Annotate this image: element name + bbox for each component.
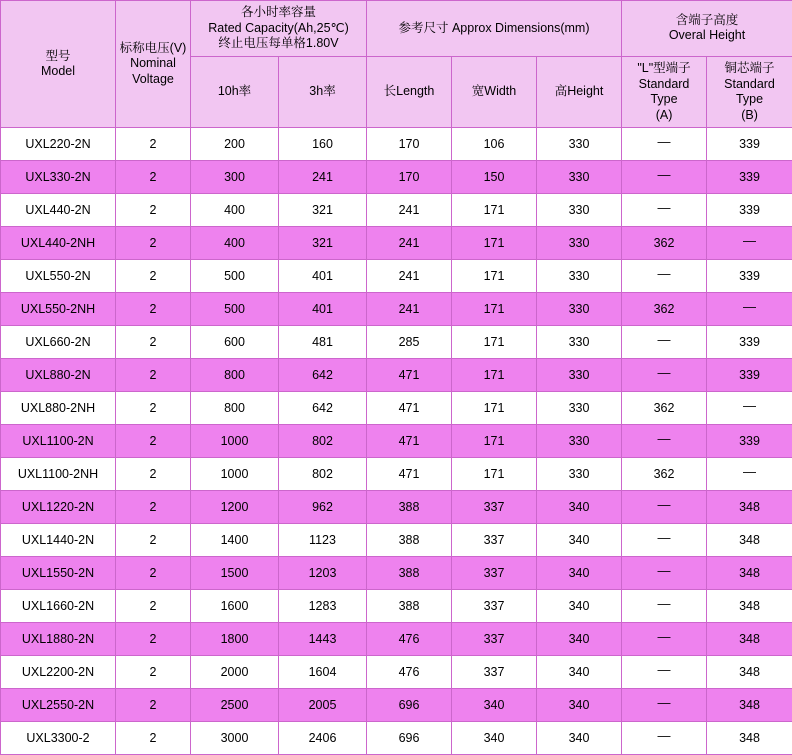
cell-height: 340 bbox=[537, 722, 622, 755]
cell-length: 471 bbox=[367, 392, 452, 425]
header-type-b-en1: Standard bbox=[709, 77, 790, 93]
cell-standard-type-b: 339 bbox=[707, 260, 792, 293]
cell-rate-3h: 160 bbox=[279, 128, 367, 161]
cell-rate-10h: 800 bbox=[191, 392, 279, 425]
cell-standard-type-b: 348 bbox=[707, 623, 792, 656]
cell-model: UXL550-2N bbox=[1, 260, 116, 293]
cell-height: 330 bbox=[537, 359, 622, 392]
cell-rate-10h: 1800 bbox=[191, 623, 279, 656]
header-model-en: Model bbox=[3, 64, 113, 80]
cell-model: UXL220-2N bbox=[1, 128, 116, 161]
cell-height: 340 bbox=[537, 524, 622, 557]
cell-rate-10h: 1600 bbox=[191, 590, 279, 623]
cell-rate-10h: 1400 bbox=[191, 524, 279, 557]
cell-rate-10h: 2500 bbox=[191, 689, 279, 722]
cell-voltage: 2 bbox=[116, 656, 191, 689]
cell-rate-3h: 241 bbox=[279, 161, 367, 194]
empty-dash: — bbox=[658, 695, 671, 711]
cell-rate-10h: 2000 bbox=[191, 656, 279, 689]
cell-width: 171 bbox=[452, 392, 537, 425]
cell-height: 330 bbox=[537, 293, 622, 326]
header-model-cn: 型号 bbox=[3, 49, 113, 65]
cell-standard-type-a bbox=[622, 524, 707, 557]
cell-voltage: 2 bbox=[116, 326, 191, 359]
cell-rate-10h: 400 bbox=[191, 194, 279, 227]
cell-rate-10h: 1500 bbox=[191, 557, 279, 590]
cell-length: 388 bbox=[367, 557, 452, 590]
table-row bbox=[1, 722, 792, 755]
cell-standard-type-a: 362 bbox=[622, 392, 707, 425]
table-body bbox=[1, 128, 792, 755]
cell-rate-10h: 500 bbox=[191, 260, 279, 293]
cell-height: 330 bbox=[537, 392, 622, 425]
cell-voltage: 2 bbox=[116, 491, 191, 524]
header-overall-cn: 含端子高度 bbox=[624, 13, 790, 29]
cell-rate-3h: 962 bbox=[279, 491, 367, 524]
empty-dash: — bbox=[658, 530, 671, 546]
empty-dash: — bbox=[658, 167, 671, 183]
cell-length: 241 bbox=[367, 227, 452, 260]
cell-standard-type-a bbox=[622, 260, 707, 293]
header-capacity-note: 终止电压每单格1.80V bbox=[193, 36, 364, 52]
cell-model: UXL1100-2NH bbox=[1, 458, 116, 491]
cell-width: 171 bbox=[452, 194, 537, 227]
cell-standard-type-a bbox=[622, 722, 707, 755]
cell-height: 340 bbox=[537, 557, 622, 590]
cell-standard-type-b: 348 bbox=[707, 491, 792, 524]
cell-standard-type-a bbox=[622, 194, 707, 227]
cell-voltage: 2 bbox=[116, 425, 191, 458]
cell-standard-type-a bbox=[622, 425, 707, 458]
empty-dash: — bbox=[658, 728, 671, 744]
cell-length: 696 bbox=[367, 689, 452, 722]
cell-model: UXL330-2N bbox=[1, 161, 116, 194]
header-capacity-group bbox=[191, 1, 367, 57]
cell-width: 106 bbox=[452, 128, 537, 161]
header-nominal-voltage bbox=[116, 1, 191, 128]
header-dimensions-group bbox=[367, 1, 622, 57]
header-rate-10h: 10h率 bbox=[191, 56, 279, 128]
cell-standard-type-a: 362 bbox=[622, 458, 707, 491]
cell-standard-type-b: 339 bbox=[707, 359, 792, 392]
cell-standard-type-a: 362 bbox=[622, 293, 707, 326]
cell-model: UXL2200-2N bbox=[1, 656, 116, 689]
cell-rate-10h: 800 bbox=[191, 359, 279, 392]
cell-standard-type-a: 362 bbox=[622, 227, 707, 260]
header-model bbox=[1, 1, 116, 128]
cell-standard-type-a bbox=[622, 590, 707, 623]
cell-length: 241 bbox=[367, 194, 452, 227]
cell-rate-10h: 1000 bbox=[191, 458, 279, 491]
cell-voltage: 2 bbox=[116, 260, 191, 293]
cell-standard-type-b: 339 bbox=[707, 425, 792, 458]
table-row bbox=[1, 689, 792, 722]
cell-width: 337 bbox=[452, 656, 537, 689]
header-capacity-en: Rated Capacity(Ah,25℃) bbox=[193, 21, 364, 37]
cell-standard-type-b: 339 bbox=[707, 326, 792, 359]
cell-width: 340 bbox=[452, 722, 537, 755]
cell-width: 171 bbox=[452, 260, 537, 293]
cell-length: 241 bbox=[367, 260, 452, 293]
cell-model: UXL880-2NH bbox=[1, 392, 116, 425]
cell-width: 171 bbox=[452, 359, 537, 392]
cell-width: 337 bbox=[452, 557, 537, 590]
cell-length: 170 bbox=[367, 161, 452, 194]
empty-dash: — bbox=[658, 266, 671, 282]
cell-height: 340 bbox=[537, 689, 622, 722]
empty-dash: — bbox=[743, 233, 756, 249]
cell-height: 330 bbox=[537, 161, 622, 194]
cell-width: 171 bbox=[452, 458, 537, 491]
empty-dash: — bbox=[658, 629, 671, 645]
cell-width: 171 bbox=[452, 425, 537, 458]
empty-dash: — bbox=[743, 464, 756, 480]
header-voltage-cn: 标称电压(V) bbox=[118, 41, 188, 57]
cell-voltage: 2 bbox=[116, 524, 191, 557]
cell-voltage: 2 bbox=[116, 590, 191, 623]
cell-length: 471 bbox=[367, 359, 452, 392]
cell-standard-type-b bbox=[707, 293, 792, 326]
cell-width: 337 bbox=[452, 524, 537, 557]
table-row bbox=[1, 161, 792, 194]
cell-voltage: 2 bbox=[116, 392, 191, 425]
cell-height: 340 bbox=[537, 590, 622, 623]
header-overall-height-group bbox=[622, 1, 792, 57]
header-rate-3h: 3h率 bbox=[279, 56, 367, 128]
cell-standard-type-b: 348 bbox=[707, 590, 792, 623]
cell-length: 476 bbox=[367, 656, 452, 689]
cell-standard-type-b bbox=[707, 458, 792, 491]
cell-height: 340 bbox=[537, 623, 622, 656]
header-row-1 bbox=[1, 1, 792, 57]
cell-width: 340 bbox=[452, 689, 537, 722]
cell-width: 171 bbox=[452, 293, 537, 326]
table-row bbox=[1, 623, 792, 656]
header-type-b-cn: 铜芯端子 bbox=[709, 61, 790, 77]
cell-rate-3h: 1203 bbox=[279, 557, 367, 590]
cell-rate-10h: 400 bbox=[191, 227, 279, 260]
empty-dash: — bbox=[658, 563, 671, 579]
cell-voltage: 2 bbox=[116, 227, 191, 260]
cell-voltage: 2 bbox=[116, 359, 191, 392]
table-row bbox=[1, 524, 792, 557]
cell-length: 388 bbox=[367, 590, 452, 623]
cell-width: 337 bbox=[452, 623, 537, 656]
cell-rate-3h: 642 bbox=[279, 392, 367, 425]
header-type-a-en1: Standard bbox=[624, 77, 704, 93]
empty-dash: — bbox=[658, 431, 671, 447]
table-row bbox=[1, 359, 792, 392]
cell-rate-3h: 642 bbox=[279, 359, 367, 392]
cell-model: UXL3300-2 bbox=[1, 722, 116, 755]
cell-width: 171 bbox=[452, 227, 537, 260]
cell-height: 340 bbox=[537, 656, 622, 689]
cell-model: UXL1440-2N bbox=[1, 524, 116, 557]
cell-length: 471 bbox=[367, 458, 452, 491]
cell-width: 337 bbox=[452, 491, 537, 524]
cell-standard-type-b: 348 bbox=[707, 689, 792, 722]
cell-rate-3h: 321 bbox=[279, 227, 367, 260]
cell-standard-type-b: 339 bbox=[707, 161, 792, 194]
table-row bbox=[1, 227, 792, 260]
header-type-b-en2: Type bbox=[709, 92, 790, 108]
cell-model: UXL880-2N bbox=[1, 359, 116, 392]
cell-standard-type-a bbox=[622, 359, 707, 392]
table-row bbox=[1, 590, 792, 623]
cell-rate-3h: 321 bbox=[279, 194, 367, 227]
table-row bbox=[1, 293, 792, 326]
cell-model: UXL550-2NH bbox=[1, 293, 116, 326]
cell-rate-10h: 1000 bbox=[191, 425, 279, 458]
cell-voltage: 2 bbox=[116, 194, 191, 227]
cell-height: 340 bbox=[537, 491, 622, 524]
cell-standard-type-b bbox=[707, 227, 792, 260]
cell-length: 471 bbox=[367, 425, 452, 458]
cell-voltage: 2 bbox=[116, 161, 191, 194]
table-row bbox=[1, 656, 792, 689]
cell-height: 330 bbox=[537, 458, 622, 491]
cell-model: UXL660-2N bbox=[1, 326, 116, 359]
table-row bbox=[1, 458, 792, 491]
cell-rate-3h: 401 bbox=[279, 260, 367, 293]
cell-rate-3h: 1604 bbox=[279, 656, 367, 689]
cell-height: 330 bbox=[537, 425, 622, 458]
cell-standard-type-b: 348 bbox=[707, 656, 792, 689]
cell-rate-3h: 1443 bbox=[279, 623, 367, 656]
cell-model: UXL1550-2N bbox=[1, 557, 116, 590]
cell-voltage: 2 bbox=[116, 623, 191, 656]
header-type-a-en2: Type bbox=[624, 92, 704, 108]
table-row bbox=[1, 491, 792, 524]
empty-dash: — bbox=[743, 299, 756, 315]
cell-length: 696 bbox=[367, 722, 452, 755]
header-standard-type-a bbox=[622, 56, 707, 128]
cell-standard-type-b: 348 bbox=[707, 524, 792, 557]
cell-rate-10h: 3000 bbox=[191, 722, 279, 755]
cell-length: 170 bbox=[367, 128, 452, 161]
header-standard-type-b bbox=[707, 56, 792, 128]
cell-length: 388 bbox=[367, 491, 452, 524]
header-capacity-cn: 各小时率容量 bbox=[193, 5, 364, 21]
cell-rate-3h: 2406 bbox=[279, 722, 367, 755]
cell-standard-type-b: 348 bbox=[707, 722, 792, 755]
header-dimensions-label: 参考尺寸 Approx Dimensions(mm) bbox=[369, 21, 619, 37]
cell-length: 476 bbox=[367, 623, 452, 656]
cell-standard-type-a bbox=[622, 161, 707, 194]
cell-standard-type-b: 348 bbox=[707, 557, 792, 590]
cell-rate-3h: 1123 bbox=[279, 524, 367, 557]
cell-rate-10h: 600 bbox=[191, 326, 279, 359]
cell-voltage: 2 bbox=[116, 722, 191, 755]
cell-rate-3h: 802 bbox=[279, 458, 367, 491]
cell-length: 241 bbox=[367, 293, 452, 326]
table-header bbox=[1, 1, 792, 128]
header-voltage-en1: Nominal bbox=[118, 56, 188, 72]
cell-height: 330 bbox=[537, 326, 622, 359]
cell-rate-3h: 401 bbox=[279, 293, 367, 326]
cell-height: 330 bbox=[537, 227, 622, 260]
cell-standard-type-b: 339 bbox=[707, 128, 792, 161]
empty-dash: — bbox=[743, 398, 756, 414]
cell-voltage: 2 bbox=[116, 458, 191, 491]
cell-rate-3h: 1283 bbox=[279, 590, 367, 623]
cell-voltage: 2 bbox=[116, 689, 191, 722]
cell-model: UXL1660-2N bbox=[1, 590, 116, 623]
cell-model: UXL1100-2N bbox=[1, 425, 116, 458]
cell-rate-10h: 1200 bbox=[191, 491, 279, 524]
cell-voltage: 2 bbox=[116, 293, 191, 326]
empty-dash: — bbox=[658, 365, 671, 381]
cell-height: 330 bbox=[537, 260, 622, 293]
header-height: 高Height bbox=[537, 56, 622, 128]
header-voltage-en2: Voltage bbox=[118, 72, 188, 88]
header-type-b-code: (B) bbox=[709, 108, 790, 124]
cell-model: UXL2550-2N bbox=[1, 689, 116, 722]
table-row bbox=[1, 128, 792, 161]
cell-length: 388 bbox=[367, 524, 452, 557]
header-type-a-cn: "L"型端子 bbox=[624, 61, 704, 77]
cell-standard-type-a bbox=[622, 689, 707, 722]
cell-width: 171 bbox=[452, 326, 537, 359]
cell-width: 337 bbox=[452, 590, 537, 623]
cell-standard-type-b bbox=[707, 392, 792, 425]
empty-dash: — bbox=[658, 596, 671, 612]
cell-rate-10h: 200 bbox=[191, 128, 279, 161]
cell-standard-type-a bbox=[622, 623, 707, 656]
cell-rate-3h: 2005 bbox=[279, 689, 367, 722]
cell-standard-type-a bbox=[622, 128, 707, 161]
header-width: 宽Width bbox=[452, 56, 537, 128]
table-row bbox=[1, 326, 792, 359]
cell-rate-10h: 300 bbox=[191, 161, 279, 194]
cell-height: 330 bbox=[537, 194, 622, 227]
table-row bbox=[1, 260, 792, 293]
cell-model: UXL440-2NH bbox=[1, 227, 116, 260]
empty-dash: — bbox=[658, 497, 671, 513]
header-overall-en: Overal Height bbox=[624, 28, 790, 44]
cell-height: 330 bbox=[537, 128, 622, 161]
cell-standard-type-a bbox=[622, 326, 707, 359]
table-row bbox=[1, 425, 792, 458]
cell-standard-type-a bbox=[622, 656, 707, 689]
cell-model: UXL1220-2N bbox=[1, 491, 116, 524]
cell-length: 285 bbox=[367, 326, 452, 359]
table-row bbox=[1, 194, 792, 227]
cell-rate-3h: 481 bbox=[279, 326, 367, 359]
empty-dash: — bbox=[658, 134, 671, 150]
header-type-a-code: (A) bbox=[624, 108, 704, 124]
empty-dash: — bbox=[658, 662, 671, 678]
table-row bbox=[1, 392, 792, 425]
header-length: 长Length bbox=[367, 56, 452, 128]
cell-model: UXL1880-2N bbox=[1, 623, 116, 656]
empty-dash: — bbox=[658, 200, 671, 216]
cell-rate-3h: 802 bbox=[279, 425, 367, 458]
cell-standard-type-b: 339 bbox=[707, 194, 792, 227]
cell-rate-10h: 500 bbox=[191, 293, 279, 326]
cell-voltage: 2 bbox=[116, 128, 191, 161]
table-row bbox=[1, 557, 792, 590]
cell-standard-type-a bbox=[622, 557, 707, 590]
cell-width: 150 bbox=[452, 161, 537, 194]
cell-voltage: 2 bbox=[116, 557, 191, 590]
empty-dash: — bbox=[658, 332, 671, 348]
cell-model: UXL440-2N bbox=[1, 194, 116, 227]
cell-standard-type-a bbox=[622, 491, 707, 524]
